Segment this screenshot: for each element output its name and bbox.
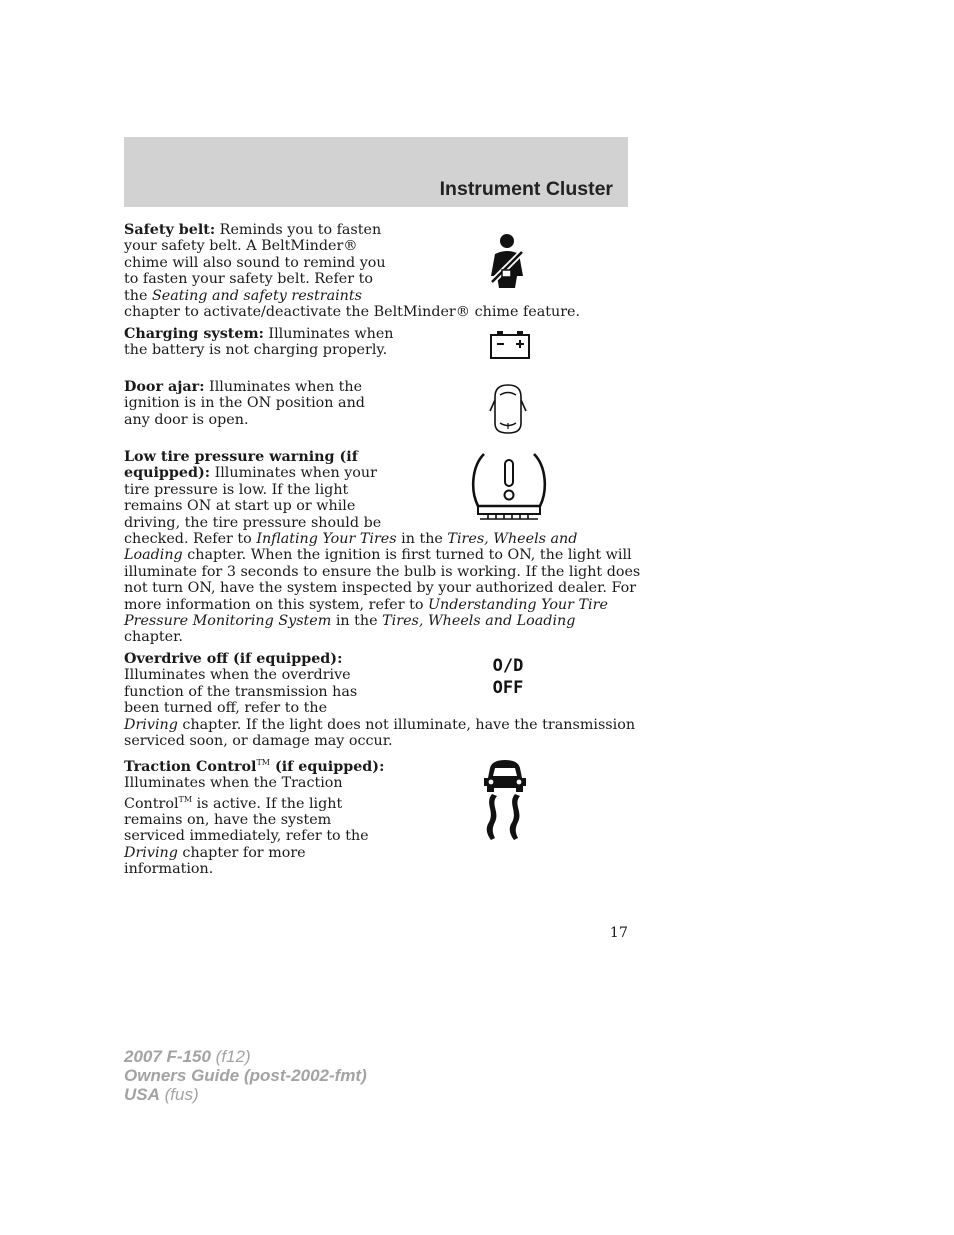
page-number: 17	[609, 925, 628, 941]
text: (fus)	[159, 1085, 199, 1104]
chapter-reference: Driving	[124, 844, 178, 861]
footer	[124, 1047, 367, 1104]
off-label: OFF	[492, 678, 524, 698]
chapter-reference: Seating and safety restraints	[151, 287, 362, 304]
text: information.	[124, 860, 214, 877]
text: serviced soon, or damage may occur.	[124, 733, 393, 750]
text: any door is open.	[124, 411, 249, 428]
text: remains ON at start up or while	[124, 498, 356, 515]
text: chime will also sound to remind you	[124, 254, 386, 271]
text: not turn ON, have the system inspected by your authorized dealer. For	[124, 580, 637, 597]
text: serviced immediately, refer to the	[124, 828, 369, 845]
text: the battery is not charging properly.	[124, 342, 388, 359]
text: ignition is in the ON position and	[124, 395, 365, 412]
text: Control	[124, 795, 179, 812]
text: is active. If the light	[192, 795, 343, 812]
header-band	[124, 137, 628, 207]
section-reference: Understanding Your Tire	[427, 596, 608, 613]
text: chapter. When the ignition is first turned to ON, the light will	[182, 547, 632, 564]
seatbelt-icon	[482, 232, 532, 290]
chapter-reference: Tires, Wheels and	[447, 531, 578, 548]
text: Illuminates when the Traction	[124, 775, 343, 792]
text: 2007 F-150	[124, 1047, 211, 1066]
traction-control-paragraph	[124, 755, 384, 877]
charging-system-term: Charging system:	[124, 326, 264, 342]
od-label: O/D	[492, 656, 524, 676]
text: remains on, have the system	[124, 811, 332, 828]
door-ajar-icon	[489, 383, 527, 435]
text: Reminds you to fasten	[215, 222, 382, 238]
text: chapter to activate/deactivate the BeltMinder® chime feature.	[124, 304, 581, 321]
overdrive-off-indicator	[480, 655, 536, 699]
tire-pressure-term: Low tire pressure warning (if	[124, 449, 358, 465]
page-title: Instrument Cluster	[439, 178, 613, 200]
section-reference: Inflating Your Tires	[256, 531, 397, 548]
traction-control-term	[124, 759, 384, 775]
text: driving, the tire pressure should be	[124, 514, 382, 531]
text: Illuminates when	[263, 326, 394, 342]
tire-pressure-icon	[470, 450, 548, 522]
text: tire pressure is low. If the light	[124, 481, 349, 498]
chapter-reference: Loading	[124, 547, 183, 564]
text: to fasten your safety belt. Refer to	[124, 271, 373, 288]
text: more information on this system, refer to	[124, 596, 428, 613]
traction-control-icon	[482, 758, 528, 842]
text: Traction Control	[124, 758, 257, 775]
text: Illuminates when the	[204, 379, 363, 395]
section-reference: Pressure Monitoring System	[124, 613, 332, 630]
text: equipped):	[124, 465, 211, 482]
text: USA	[124, 1085, 160, 1104]
text: chapter. If the light does not illuminate, have the transmission	[177, 716, 636, 733]
text: chapter.	[124, 629, 183, 646]
text: checked. Refer to	[124, 531, 257, 548]
door-ajar-term: Door ajar:	[124, 379, 205, 395]
overdrive-term: Overdrive off (if equipped):	[124, 651, 343, 667]
tire-pressure-paragraph	[124, 449, 640, 646]
text: (if equipped):	[270, 758, 385, 775]
text: (f12)	[210, 1047, 251, 1066]
text: your safety belt. A BeltMinder®	[124, 238, 358, 255]
text: in the	[396, 531, 448, 548]
text: chapter for more	[177, 844, 306, 861]
safety-belt-term: Safety belt:	[124, 222, 216, 238]
overdrive-paragraph	[124, 651, 635, 749]
battery-icon	[489, 330, 531, 360]
text: been turned off, refer to the	[124, 700, 328, 717]
text: in the	[331, 613, 383, 630]
text: illuminate for 3 seconds to ensure the bulb is working. If the light does	[124, 563, 641, 580]
text: function of the transmission has	[124, 683, 358, 700]
text: the	[124, 287, 152, 304]
chapter-reference: Driving	[124, 716, 178, 733]
door-ajar-paragraph	[124, 379, 365, 428]
trademark: TM	[178, 794, 193, 804]
charging-system-paragraph	[124, 326, 394, 359]
chapter-reference: Tires, Wheels and Loading	[382, 613, 576, 630]
text: Illuminates when your	[210, 465, 377, 482]
text: Owners Guide (post-2002-fmt)	[124, 1066, 367, 1085]
text: Illuminates when the overdrive	[124, 667, 351, 684]
trademark: TM	[256, 758, 270, 767]
